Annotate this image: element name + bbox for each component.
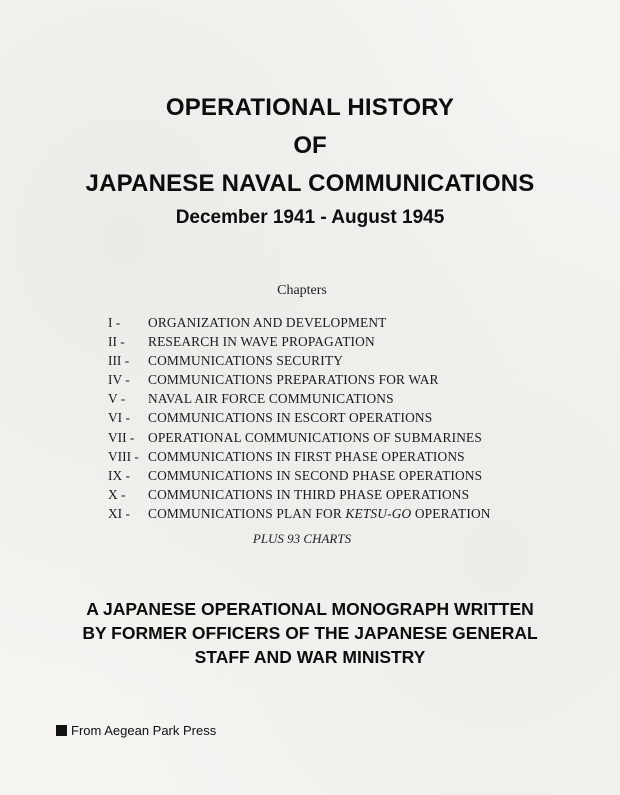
chapter-number: V -: [108, 391, 126, 407]
chapter-title: COMMUNICATIONS IN SECOND PHASE OPERATIONS: [148, 467, 483, 483]
chapter-item: [108, 447, 491, 466]
chapter-item: [108, 428, 491, 447]
chapter-item: [108, 408, 491, 427]
monograph-line-2: BY FORMER OFFICERS OF THE JAPANESE GENERAL: [82, 623, 538, 643]
title-line-2: OF: [293, 132, 327, 159]
chapter-title: NAVAL AIR FORCE COMMUNICATIONS: [148, 391, 394, 407]
chapter-item: [108, 351, 491, 370]
date-range-subtitle: December 1941 - August 1945: [175, 207, 445, 228]
title-line-1: OPERATIONAL HISTORY: [165, 94, 455, 121]
chapter-title: COMMUNICATIONS SECURITY: [148, 353, 344, 369]
chapter-title-suffix: OPERATION: [411, 505, 491, 521]
chapter-title: COMMUNICATIONS IN THIRD PHASE OPERATIONS: [148, 486, 470, 502]
chapter-number: III -: [108, 353, 130, 369]
monograph-description: [0, 597, 620, 669]
chapter-number: IV -: [108, 372, 130, 388]
chapter-list: [108, 313, 491, 523]
chapter-title: ORGANIZATION AND DEVELOPMENT: [148, 315, 387, 330]
publisher-text: From Aegean Park Press: [71, 723, 217, 738]
chapter-title: [148, 504, 491, 523]
chapter-number: IX -: [108, 467, 130, 483]
plus-charts-note: PLUS 93 CHARTS: [252, 531, 352, 546]
chapter-item: [108, 466, 491, 485]
chapter-number: X -: [108, 486, 126, 502]
chapter-item: [108, 389, 491, 408]
chapter-title: OPERATIONAL COMMUNICATIONS OF SUBMARINES: [148, 429, 482, 445]
chapter-item: [108, 313, 491, 332]
chapter-item: [108, 485, 491, 504]
chapter-title: COMMUNICATIONS IN FIRST PHASE OPERATIONS: [148, 448, 465, 464]
title-line-3: JAPANESE NAVAL COMMUNICATIONS: [85, 170, 535, 197]
publisher-credit: [56, 723, 216, 738]
chapter-number: I -: [108, 315, 121, 330]
chapters-heading: Chapters: [277, 283, 327, 298]
chapter-number: XI -: [108, 505, 130, 521]
chapter-number: VII -: [108, 429, 135, 445]
chapter-item: [108, 504, 491, 523]
monograph-line-3: STAFF AND WAR MINISTRY: [194, 647, 426, 667]
chapter-title: COMMUNICATIONS IN ESCORT OPERATIONS: [148, 410, 433, 426]
chapter-title-italic: KETSU-GO: [345, 505, 412, 521]
monograph-line-1: A JAPANESE OPERATIONAL MONOGRAPH WRITTEN: [86, 599, 534, 619]
chapter-title: COMMUNICATIONS PREPARATIONS FOR WAR: [148, 372, 439, 388]
chapter-number: VI -: [108, 410, 130, 426]
chapter-number: VIII -: [108, 448, 139, 464]
chapter-title-prefix: COMMUNICATIONS PLAN FOR: [148, 505, 346, 521]
chapter-number: II -: [108, 334, 125, 350]
chapter-item: [108, 370, 491, 389]
chapter-title: RESEARCH IN WAVE PROPAGATION: [148, 334, 375, 350]
black-square-icon: [56, 725, 67, 736]
chapter-item: [108, 332, 491, 351]
